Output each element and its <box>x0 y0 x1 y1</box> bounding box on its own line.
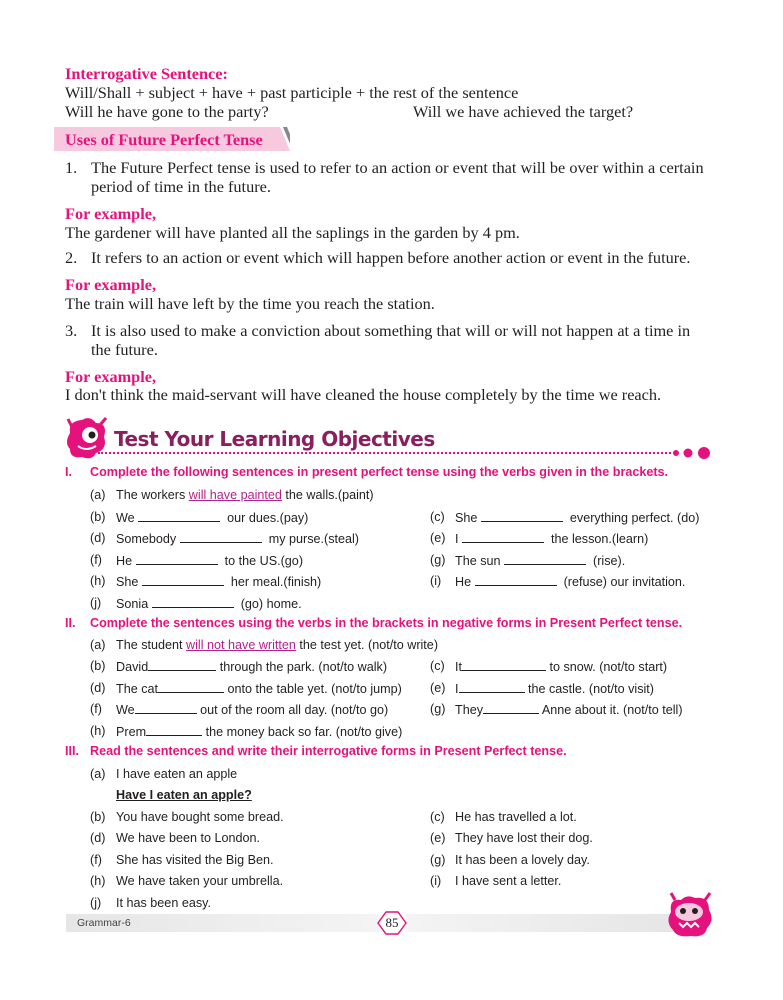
s1-item-e: I the lesson.(learn) <box>455 532 649 546</box>
uses-heading: Uses of Future Perfect Tense <box>65 130 263 149</box>
answer-text: will have painted <box>188 488 282 502</box>
blank-line[interactable] <box>462 658 546 671</box>
s3-label: (i) <box>430 874 442 888</box>
s3-item-g: It has been a lovely day. <box>455 853 590 867</box>
uses-item-num: 3. <box>65 321 78 340</box>
example-sentence: The gardener will have planted all the saplings in the garden by 4 pm. <box>65 223 520 242</box>
s3-label: (f) <box>90 853 102 867</box>
blank-line[interactable] <box>136 552 218 565</box>
blank-line[interactable] <box>462 530 544 543</box>
blank-line[interactable] <box>158 680 224 693</box>
s2-item-g: They Anne about it. (not/to tell) <box>455 703 683 717</box>
test-heading-rule <box>98 452 678 454</box>
blank-line[interactable] <box>504 552 586 565</box>
s2-label: (b) <box>90 659 106 673</box>
s1-label: (d) <box>90 531 106 545</box>
section2-num: II. <box>65 616 76 630</box>
uses-item-line: It refers to an action or event which will happen before another action or event in the future. <box>91 248 691 267</box>
s3-label: (d) <box>90 831 106 845</box>
s2-item-h: Prem the money back so far. (not/to give) <box>116 725 403 739</box>
s3-label: (e) <box>430 831 446 845</box>
s2-label: (e) <box>430 681 446 695</box>
answer-text: will not have written <box>186 638 296 652</box>
s3-label: (a) <box>90 767 106 781</box>
s1-label: (j) <box>90 596 102 610</box>
s1-label: (i) <box>430 574 442 588</box>
footer-bar-right <box>406 914 674 932</box>
uses-item-num: 2. <box>65 248 78 267</box>
s3-answer-a: Have I eaten an apple? <box>116 788 252 802</box>
s1-label: (g) <box>430 553 446 567</box>
uses-item-num: 1. <box>65 158 78 177</box>
uses-item-line: The Future Perfect tense is used to refer to an action or event that will be over within a certain <box>91 158 704 177</box>
page-number: 85 <box>385 915 399 930</box>
interrogative-heading: Interrogative Sentence: <box>65 64 228 83</box>
s2-label: (c) <box>430 659 445 673</box>
s1-label: (c) <box>430 510 445 524</box>
s3-item-h: We have taken your umbrella. <box>116 874 284 888</box>
s3-label: (h) <box>90 874 106 888</box>
s1-item-g: The sun (rise). <box>455 554 626 568</box>
s3-item-c: He has travelled a lot. <box>455 810 577 824</box>
section3-instruction: Read the sentences and write their interrogative forms in Present Perfect tense. <box>90 744 567 758</box>
blank-line[interactable] <box>138 509 220 522</box>
s2-label: (f) <box>90 702 102 716</box>
example-right: Will we have achieved the target? <box>413 102 634 121</box>
blank-line[interactable] <box>152 595 234 608</box>
footer-book-title: Grammar-6 <box>77 917 131 929</box>
s1-label: (a) <box>90 488 106 502</box>
section1-instruction: Complete the following sentences in present perfect tense using the verbs given in the brackets. <box>90 465 669 479</box>
s1-label: (h) <box>90 574 106 588</box>
section1-num: I. <box>65 465 72 479</box>
s2-label: (d) <box>90 681 106 695</box>
uses-item-line: period of time in the future. <box>91 177 271 196</box>
s1-label: (f) <box>90 553 102 567</box>
s1-label: (b) <box>90 510 106 524</box>
example-sentence: I don't think the maid-servant will have cleaned the house completely by the time we reach. <box>65 385 662 404</box>
s1-item-f: He to the US.(go) <box>116 554 304 568</box>
for-example-label: For example, <box>65 275 157 294</box>
example-left: Will he have gone to the party? <box>65 102 269 121</box>
monster-mascot-icon <box>62 415 114 461</box>
blank-line[interactable] <box>135 701 197 714</box>
s1-item-a: The workers will have painted the walls.(paint) <box>116 488 374 502</box>
blank-line[interactable] <box>148 658 216 671</box>
blank-line[interactable] <box>481 509 563 522</box>
blank-line[interactable] <box>459 680 525 693</box>
test-heading: Test Your Learning Objectives <box>114 427 435 451</box>
s3-item-a: I have eaten an apple <box>116 767 238 781</box>
s1-item-h: She her meal.(finish) <box>116 575 322 589</box>
s1-item-d: Somebody my purse.(steal) <box>116 532 359 546</box>
blank-line[interactable] <box>146 723 202 736</box>
s2-item-c: It to snow. (not/to start) <box>455 660 668 674</box>
uses-item-line: It is also used to make a conviction about something that will or will not happen at a time in <box>91 321 691 340</box>
s3-label: (j) <box>90 896 102 910</box>
s2-item-e: I the castle. (not/to visit) <box>455 682 654 696</box>
s3-item-f: She has visited the Big Ben. <box>116 853 274 867</box>
blank-line[interactable] <box>180 530 262 543</box>
section2-instruction: Complete the sentences using the verbs in the brackets in negative forms in Present Perfect tense. <box>90 616 683 630</box>
formula-text: Will/Shall + subject + have + past participle + the rest of the sentence <box>65 83 519 102</box>
s3-item-e: They have lost their dog. <box>455 831 593 845</box>
s3-item-i: I have sent a letter. <box>455 874 562 888</box>
blank-line[interactable] <box>483 701 539 714</box>
blank-line[interactable] <box>142 573 224 586</box>
s1-item-b: We our dues.(pay) <box>116 511 309 525</box>
s3-item-b: You have bought some bread. <box>116 810 284 824</box>
for-example-label: For example, <box>65 204 157 223</box>
s1-item-j: Sonia (go) home. <box>116 597 302 611</box>
s2-label: (h) <box>90 724 106 738</box>
s1-item-i: He (refuse) our invitation. <box>455 575 686 589</box>
blank-line[interactable] <box>475 573 557 586</box>
s2-item-a: The student will not have written the test yet. (not/to write) <box>116 638 439 652</box>
monster-footer-icon <box>665 892 715 940</box>
example-sentence: The train will have left by the time you reach the station. <box>65 294 435 313</box>
uses-item-line: the future. <box>91 340 158 359</box>
s2-item-f: We out of the room all day. (not/to go) <box>116 703 389 717</box>
dots-decoration-icon <box>672 446 716 460</box>
section3-num: III. <box>65 744 79 758</box>
s3-label: (g) <box>430 853 446 867</box>
s2-item-d: The cat onto the table yet. (not/to jump) <box>116 682 402 696</box>
s1-item-c: She everything perfect. (do) <box>455 511 700 525</box>
s3-label: (c) <box>430 810 445 824</box>
s3-item-d: We have been to London. <box>116 831 261 845</box>
for-example-label: For example, <box>65 367 157 386</box>
s2-label: (g) <box>430 702 446 716</box>
s3-item-j: It has been easy. <box>116 896 211 910</box>
s2-label: (a) <box>90 638 106 652</box>
s2-item-b: David through the park. (not/to walk) <box>116 660 388 674</box>
s1-label: (e) <box>430 531 446 545</box>
s3-label: (b) <box>90 810 106 824</box>
